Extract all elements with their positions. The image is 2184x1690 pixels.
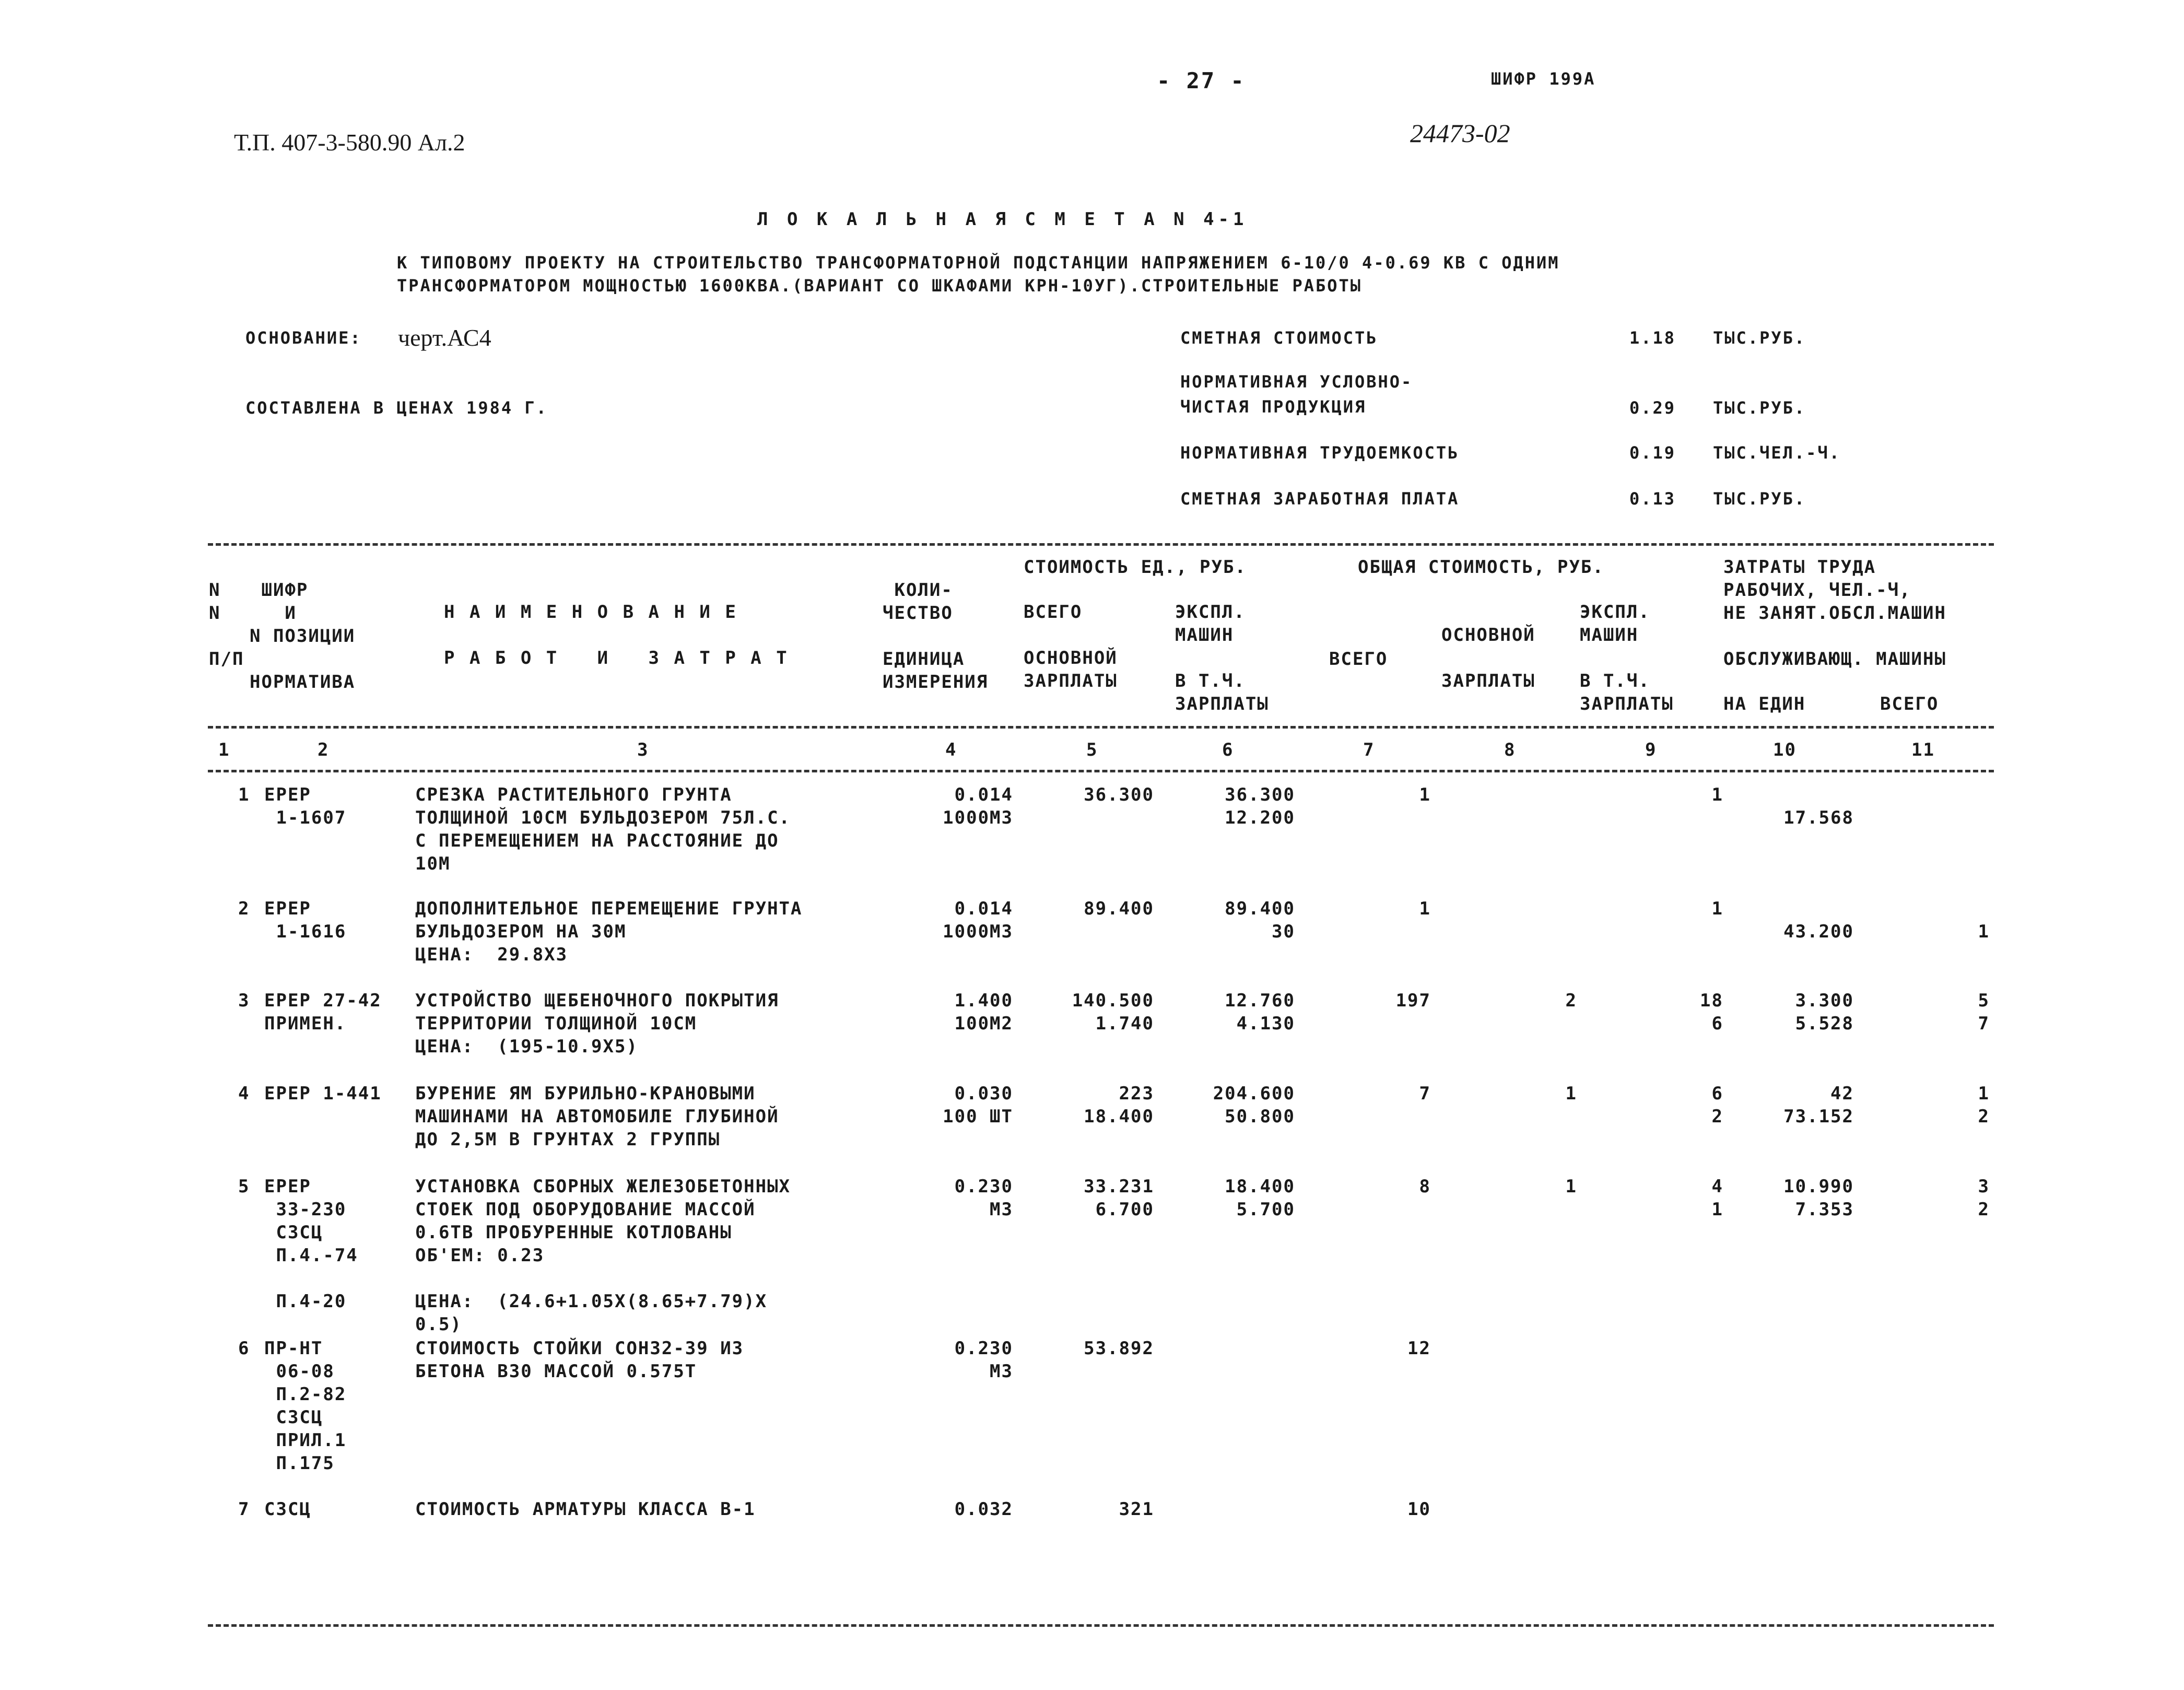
header-col-5-6-group: СТОИМОСТЬ ЕД., РУБ.	[1024, 557, 1247, 578]
row-total: 197	[1395, 990, 1431, 1011]
table-rule-numbers-bottom	[208, 770, 1994, 772]
row-number: 4	[238, 1083, 250, 1104]
table-rule-header-bottom	[208, 726, 1994, 729]
header-col-9: ЭКСПЛ. МАШИН В Т.Ч. ЗАРПЛАТЫ	[1580, 602, 1674, 714]
row-total-wages: 1	[1565, 1176, 1577, 1197]
row-unit-cost: 321	[1119, 1499, 1154, 1520]
header-col-7-9-group: ОБЩАЯ СТОИМОСТЬ, РУБ.	[1358, 557, 1604, 578]
row-labor-total: 1 2	[1978, 1083, 1990, 1127]
row-code: ПР-НТ 06-08 П.2-82 СЗСЦ ПРИЛ.1 П.175	[264, 1338, 347, 1474]
prices-year: СОСТАВЛЕНА В ЦЕНАХ 1984 Г.	[245, 398, 548, 418]
cipher-top: ШИФР 199А	[1491, 69, 1596, 89]
header-col-7: ВСЕГО	[1329, 649, 1388, 670]
row-name: БУРЕНИЕ ЯМ БУРИЛЬНО-КРАНОВЫМИ МАШИНАМИ НА АВТОМОБИЛЕ ГЛУБИНОЙ ДО 2,5М В ГРУНТАХ 2 ГРУППЫ	[415, 1083, 779, 1150]
column-number: 7	[1363, 740, 1375, 760]
row-name: ДОПОЛНИТЕЛЬНОЕ ПЕРЕМЕЩЕНИЕ ГРУНТА БУЛЬДОЗЕРОМ НА 30М ЦЕНА: 29.8Х3	[415, 898, 803, 965]
row-total-machines: 18 6	[1700, 990, 1723, 1034]
row-total-machines: 6 2	[1711, 1083, 1723, 1127]
row-quantity: 0.032	[954, 1499, 1013, 1520]
summary-label: НОРМАТИВНАЯ УСЛОВНО-	[1180, 372, 1413, 392]
row-total: 7	[1419, 1083, 1431, 1104]
row-quantity: 0.014 1000М3	[943, 784, 1013, 828]
column-number: 4	[945, 740, 957, 760]
row-name: СРЕЗКА РАСТИТЕЛЬНОГО ГРУНТА ТОЛЩИНОЙ 10СМ БУЛЬДОЗЕРОМ 75Л.С. С ПЕРЕМЕЩЕНИЕМ НА РАССТОЯНИЕ ДО 10М	[415, 784, 791, 874]
basis-value: черт.АС4	[398, 324, 491, 351]
row-number: 3	[238, 990, 250, 1011]
row-unit-machines: 12.760 4.130	[1225, 990, 1295, 1034]
summary-value: 0.29	[1629, 398, 1676, 418]
table-rule-top	[208, 543, 1994, 546]
row-code: ЕРЕР 27-42 ПРИМЕН.	[264, 990, 382, 1034]
row-labor-unit: 3.300 5.528	[1795, 990, 1854, 1034]
summary-unit: ТЫС.РУБ.	[1713, 398, 1806, 418]
header-col-8: ОСНОВНОЙ ЗАРПЛАТЫ	[1441, 625, 1535, 691]
row-name: УСТАНОВКА СБОРНЫХ ЖЕЛЕЗОБЕТОННЫХ СТОЕК ПОД ОБОРУДОВАНИЕ МАССОЙ 0.6ТВ ПРОБУРЕННЫЕ КОТЛОВАНЫ ОБ'ЕМ: 0.23 ЦЕНА: (24.6+1.05Х(8.65+7.79)Х 0.5)	[415, 1176, 791, 1335]
row-unit-machines: 36.300 12.200	[1225, 784, 1295, 828]
row-total-machines: 1	[1711, 898, 1723, 919]
row-unit-machines: 89.400 30	[1225, 898, 1295, 942]
estimate-subtitle-line1: К ТИПОВОМУ ПРОЕКТУ НА СТРОИТЕЛЬСТВО ТРАНСФОРМАТОРНОЙ ПОДСТАНЦИИ НАПРЯЖЕНИЕМ 6-10/0 4-0.69 КВ С ОДНИМ	[397, 253, 1560, 273]
row-unit-cost: 140.500 1.740	[1072, 990, 1154, 1034]
summary-unit: ТЫС.РУБ.	[1713, 489, 1806, 509]
row-unit-machines: 204.600 50.800	[1213, 1083, 1295, 1127]
summary-value: 0.13	[1629, 489, 1676, 509]
row-code: ЕРЕР 1-441	[264, 1083, 382, 1104]
row-total: 1	[1419, 784, 1431, 805]
summary-label: НОРМАТИВНАЯ ТРУДОЕМКОСТЬ	[1180, 443, 1460, 463]
row-total-machines: 1	[1711, 784, 1723, 805]
row-quantity: 0.030 100 ШТ	[943, 1083, 1013, 1127]
summary-label: СМЕТНАЯ СТОИМОСТЬ	[1180, 328, 1378, 348]
column-number: 2	[318, 740, 330, 760]
column-number: 6	[1222, 740, 1234, 760]
summary-unit: ТЫС.ЧЕЛ.-Ч.	[1713, 443, 1841, 463]
header-col-3: Н А И М Е Н О В А Н И Е Р А Б О Т И З А Т Р А Т	[444, 602, 789, 668]
column-number: 1	[218, 740, 230, 760]
column-number: 11	[1911, 740, 1935, 760]
row-total-wages: 2	[1565, 990, 1577, 1011]
page-number: - 27 -	[1157, 68, 1246, 93]
header-col-10-11-group: ЗАТРАТЫ ТРУДА РАБОЧИХ, ЧЕЛ.-Ч, НЕ ЗАНЯТ.ОБСЛ.МАШИН ОБСЛУЖИВАЮЩ. МАШИНЫ	[1723, 557, 1946, 670]
column-number: 3	[637, 740, 649, 760]
row-quantity: 0.230 М3	[954, 1338, 1013, 1382]
row-number: 2	[238, 898, 250, 919]
doc-number: 24473-02	[1410, 119, 1510, 148]
row-labor-unit: 43.200	[1783, 921, 1854, 942]
table-rule-bottom	[208, 1624, 1994, 1627]
basis-label: ОСНОВАНИЕ:	[245, 328, 362, 348]
header-col-10: НА ЕДИН	[1723, 694, 1806, 714]
row-labor-total: 5 7	[1978, 990, 1990, 1034]
row-number: 6	[238, 1338, 250, 1359]
row-total: 8	[1419, 1176, 1431, 1197]
row-labor-unit: 17.568	[1783, 807, 1854, 828]
summary-value: 0.19	[1629, 443, 1676, 463]
row-labor-total: 1	[1978, 921, 1990, 942]
summary-label-cont: ЧИСТАЯ ПРОДУКЦИЯ	[1180, 397, 1367, 417]
row-total: 1	[1419, 898, 1431, 919]
row-unit-cost: 33.231 6.700	[1084, 1176, 1154, 1220]
header-col-2: ШИФР И N ПОЗИЦИИ НОРМАТИВА	[250, 580, 356, 693]
header-col-5: ВСЕГО ОСНОВНОЙ ЗАРПЛАТЫ	[1024, 602, 1118, 691]
column-number: 5	[1086, 740, 1098, 760]
row-labor-total: 3 2	[1978, 1176, 1990, 1220]
row-total-wages: 1	[1565, 1083, 1577, 1104]
row-code: СЗСЦ	[264, 1499, 311, 1520]
project-code: Т.П. 407-3-580.90 Ал.2	[234, 129, 465, 156]
summary-value: 1.18	[1629, 328, 1676, 348]
row-number: 7	[238, 1499, 250, 1520]
row-name: СТОИМОСТЬ СТОЙКИ СОН32-39 ИЗ БЕТОНА В30 МАССОЙ 0.575Т	[415, 1338, 744, 1382]
header-col-6: ЭКСПЛ. МАШИН В Т.Ч. ЗАРПЛАТЫ	[1175, 602, 1269, 714]
row-code: ЕРЕР 33-230 СЗСЦ П.4.-74 П.4-20	[264, 1176, 358, 1312]
row-labor-unit: 42 73.152	[1783, 1083, 1854, 1127]
row-labor-unit: 10.990 7.353	[1783, 1176, 1854, 1220]
row-code: ЕРЕР 1-1616	[264, 898, 347, 942]
row-quantity: 1.400 100М2	[954, 990, 1013, 1034]
row-quantity: 0.230 М3	[954, 1176, 1013, 1220]
header-col-1: N N П/П	[209, 580, 244, 670]
column-number: 10	[1773, 740, 1796, 760]
row-number: 5	[238, 1176, 250, 1197]
row-total: 12	[1407, 1338, 1431, 1359]
row-code: ЕРЕР 1-1607	[264, 784, 347, 828]
row-quantity: 0.014 1000М3	[943, 898, 1013, 942]
column-number: 8	[1504, 740, 1516, 760]
row-unit-cost: 36.300	[1084, 784, 1154, 805]
summary-unit: ТЫС.РУБ.	[1713, 328, 1806, 348]
column-number: 9	[1645, 740, 1657, 760]
row-name: УСТРОЙСТВО ЩЕБЕНОЧНОГО ПОКРЫТИЯ ТЕРРИТОРИИ ТОЛЩИНОЙ 10СМ ЦЕНА: (195-10.9Х5)	[415, 990, 779, 1057]
row-unit-cost: 223 18.400	[1084, 1083, 1154, 1127]
row-number: 1	[238, 784, 250, 805]
row-total-machines: 4 1	[1711, 1176, 1723, 1220]
estimate-title: Л О К А Л Ь Н А Я С М Е Т А N 4-1	[757, 209, 1248, 230]
row-unit-cost: 89.400	[1084, 898, 1154, 919]
header-col-4: КОЛИ- ЧЕСТВО ЕДИНИЦА ИЗМЕРЕНИЯ	[883, 580, 989, 693]
summary-label: СМЕТНАЯ ЗАРАБОТНАЯ ПЛАТА	[1180, 489, 1460, 509]
row-unit-machines: 18.400 5.700	[1225, 1176, 1295, 1220]
header-col-11: ВСЕГО	[1880, 694, 1939, 714]
estimate-subtitle-line2: ТРАНСФОРМАТОРОМ МОЩНОСТЬЮ 1600КВА.(ВАРИАНТ СО ШКАФАМИ КРН-10УГ).СТРОИТЕЛЬНЫЕ РАБОТЫ	[397, 276, 1363, 296]
row-unit-cost: 53.892	[1084, 1338, 1154, 1359]
row-name: СТОИМОСТЬ АРМАТУРЫ КЛАССА В-1	[415, 1499, 756, 1520]
row-total: 10	[1407, 1499, 1431, 1520]
